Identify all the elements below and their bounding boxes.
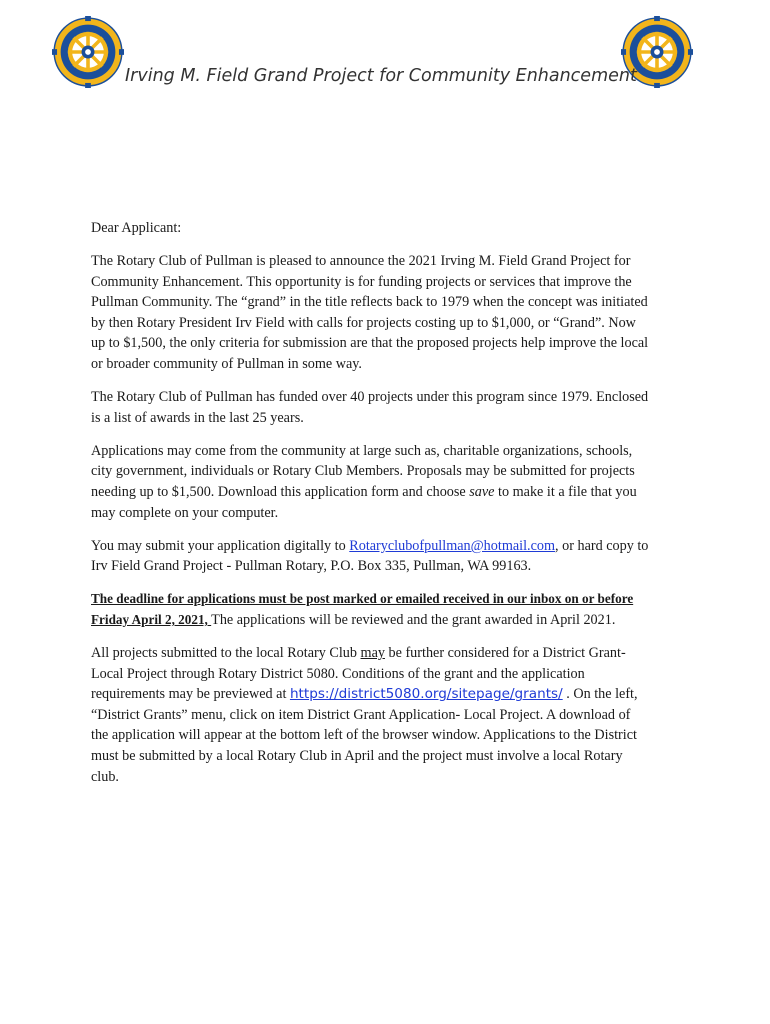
eligibility-text-end: to make it a file that you may complete on your computer.: [91, 484, 637, 521]
paragraph-announcement: The Rotary Club of Pullman is pleased to announce the 2021 Irving M. Field Grand Project for Community Enhancement. This opportunity is for funding projects or services that improve the Pullman Community. The “grand” in the title reflects back to 1979 when the concept was initiated by then Rotary President Irv Field with calls for projects costing up to $1,000, or “Grand”. Now up to $1,500, the only criteria for submission are that the proposed projects help improve the local or broader community of Pullman in some way.: [91, 253, 649, 373]
paragraph-eligibility: [91, 441, 651, 523]
salutation: Dear Applicant:: [91, 220, 182, 236]
rotary-wheel-icon: [52, 16, 124, 88]
submission-address: , or hard copy to Irv Field Grand Project - Pullman Rotary, P.O. Box 335, Pullman, WA 99163.: [91, 537, 649, 575]
submission-text: You may submit your application digitally to: [91, 537, 350, 554]
district-text-end: . On the left, “District Grants” menu, click on item District Grant Application- Local Project. A download of the application will appear at the bottom left of the browser window. Applications to the District must be submitted by a local Rotary Club in April and the project must involve a local Rotary club.: [91, 686, 638, 785]
paragraph-submission: [91, 536, 651, 577]
district-text-mid: be further considered for a District Grant- Local Project through Rotary District 5080. Conditions of the grant and the application requirements may be previewed at: [91, 645, 626, 703]
deadline-followup: The applications will be reviewed and the grant awarded in April 2021.: [211, 612, 616, 628]
rotary-logo-left: [52, 16, 124, 88]
eligibility-text: Applications may come from the community at large such as, charitable organizations, schools, city government, individuals or Rotary Club Members. Proposals may be submitted for projects needing up to $1,500. Download this application form and choose: [91, 442, 635, 501]
letter-body: [91, 218, 651, 800]
document-title: Irving M. Field Grand Project for Community Enhancement: [125, 66, 637, 86]
save-emphasis: save: [469, 484, 495, 501]
paragraph-deadline: [91, 589, 651, 630]
deadline-notice: The deadline for applications must be post marked or emailed received in our inbox on or before Friday April 2, 2021,: [91, 591, 634, 627]
email-link[interactable]: Rotaryclubofpullman@hotmail.com: [349, 537, 556, 554]
paragraph-history: The Rotary Club of Pullman has funded over 40 projects under this program since 1979. Enclosed is a list of awards in the last 25 years.: [91, 389, 649, 426]
may-underlined: may: [360, 645, 385, 662]
district-text: All projects submitted to the local Rotary Club: [91, 645, 361, 662]
paragraph-district-grant: [91, 643, 651, 787]
district-grants-link[interactable]: https://district5080.org/sitepage/grants/: [289, 686, 563, 703]
